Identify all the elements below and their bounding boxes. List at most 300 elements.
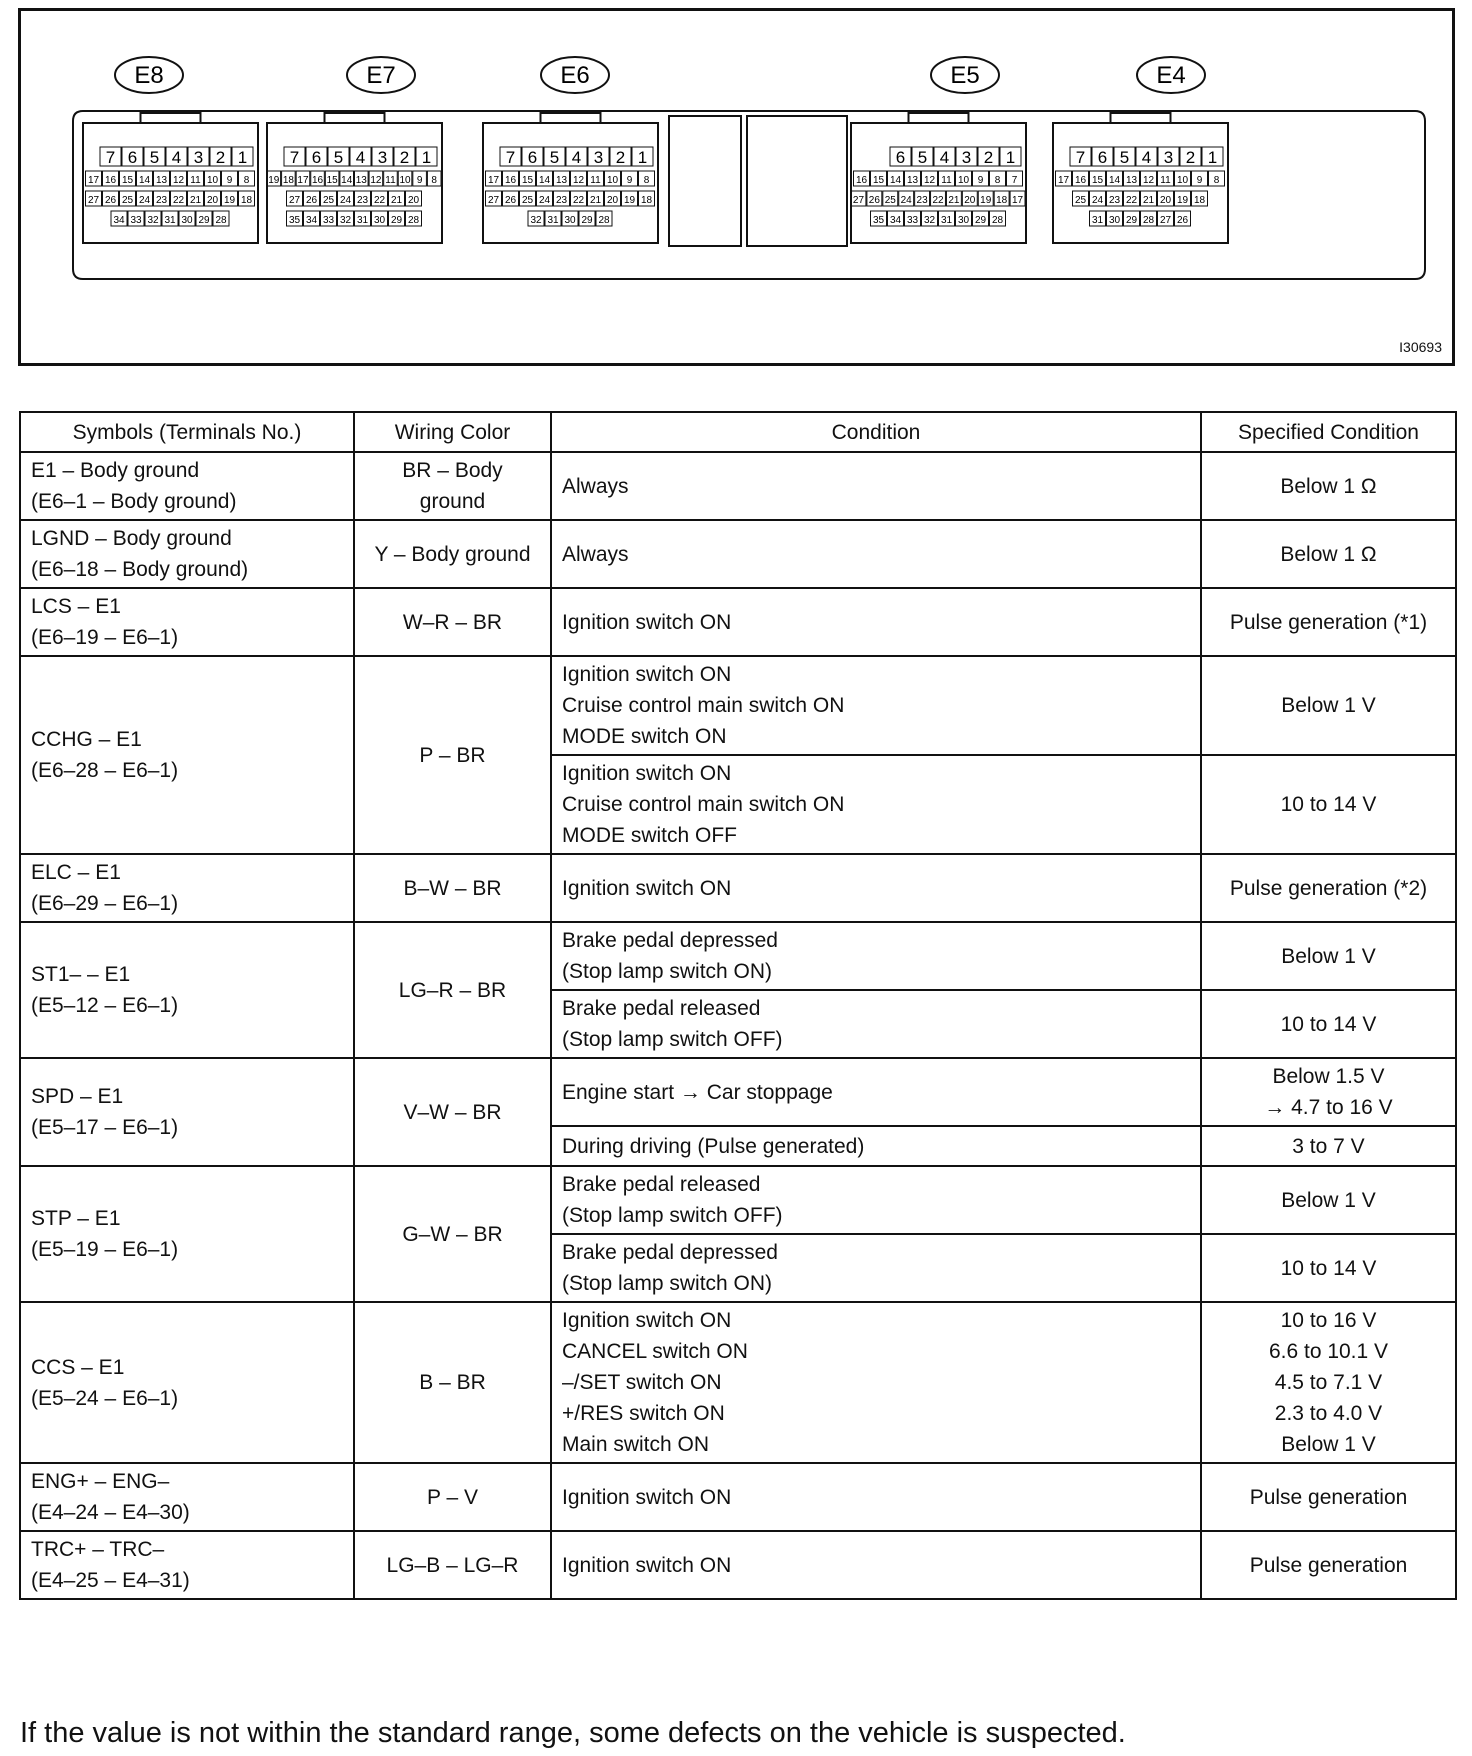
- symbol-cell: [20, 1531, 354, 1599]
- connector-pin-number: 31: [940, 215, 953, 226]
- symbol-line: (E6–1 – Body ground): [31, 490, 237, 513]
- condition-cell: [551, 452, 1201, 520]
- specified-condition-cell: [1201, 755, 1456, 854]
- connector-pin-number: 28: [991, 215, 1004, 226]
- spec-line: Below 1 Ω: [1280, 542, 1377, 566]
- connector-pin-number: 34: [305, 215, 318, 226]
- connector-pin-number: 12: [172, 175, 185, 186]
- connector-pin-number: 27: [1159, 215, 1172, 226]
- connector-pin-number: 8: [431, 175, 437, 186]
- specified-condition-cell: [1201, 1058, 1456, 1126]
- connector-pin-number: 17: [297, 175, 309, 186]
- specified-condition-cell: [1201, 452, 1456, 520]
- connector-pin-number: 27: [288, 195, 301, 206]
- wiring-line: P – V: [427, 1485, 478, 1509]
- connector-pin-number: 13: [155, 175, 168, 186]
- blank-block: [747, 116, 847, 246]
- wiring-line: P – BR: [419, 743, 486, 767]
- connector-pin-number: 31: [164, 215, 176, 226]
- connector-pin-number: 26: [868, 195, 880, 206]
- connector-pin-number: 7: [1011, 175, 1018, 186]
- connector-pin-number: 25: [121, 195, 134, 206]
- connector-pin-number: 33: [322, 215, 335, 226]
- connector-pin-number: 10: [399, 175, 411, 186]
- wiring-color-cell: [354, 1058, 551, 1166]
- table-row: [20, 1302, 1456, 1463]
- connector-pin-number: 17: [1011, 195, 1024, 206]
- spec-line: → 4.7 to 16 V: [1264, 1096, 1393, 1119]
- table-row: [20, 1166, 1456, 1234]
- specified-condition-cell: [1201, 922, 1456, 990]
- connector-pin-number: 30: [564, 215, 576, 226]
- condition-cell: [551, 990, 1201, 1058]
- connector-pin-number: 15: [121, 175, 134, 186]
- connector-pin-number: 30: [957, 215, 970, 226]
- footnote: If the value is not within the standard range, some defects on the vehicle is suspected.: [20, 1717, 1126, 1749]
- symbol-line: (E6–28 – E6–1): [31, 759, 179, 782]
- condition-line: Brake pedal released: [562, 1173, 761, 1196]
- connector-pin-number: 24: [900, 195, 912, 206]
- symbol-line: (E6–29 – E6–1): [31, 892, 179, 915]
- condition-line: Ignition switch ON: [562, 610, 732, 634]
- connector-pin-number: 16: [104, 175, 117, 186]
- wiring-line: Y – Body ground: [374, 542, 531, 566]
- header-specified-condition: Specified Condition: [1201, 412, 1456, 452]
- condition-line: Ignition switch ON: [562, 876, 732, 900]
- connector-pin-number: 24: [138, 195, 151, 206]
- connector-pin-number: 6: [1097, 148, 1108, 167]
- connector-pin-number: 2: [215, 148, 226, 167]
- connector-pin-number: 14: [889, 175, 902, 186]
- wiring-color-cell: [354, 1166, 551, 1302]
- connector-pin-number: 12: [370, 175, 382, 186]
- wiring-color-cell: [354, 854, 551, 922]
- connector-pin-number: 23: [356, 195, 369, 206]
- connector-pin-number: 29: [581, 215, 593, 226]
- blank-block: [669, 116, 741, 246]
- symbol-line: ST1– – E1: [31, 963, 131, 986]
- connector-pin-number: 23: [155, 195, 168, 206]
- wiring-line: B–W – BR: [403, 876, 502, 900]
- symbol-line: (E4–24 – E4–30): [31, 1501, 190, 1524]
- connector-pin-number: 3: [1163, 148, 1174, 167]
- terminal-spec-table: [19, 411, 1457, 1600]
- specified-condition-cell: [1201, 854, 1456, 922]
- connector-pin-number: 33: [130, 215, 142, 226]
- connector-pin-number: 21: [948, 195, 960, 206]
- connector-pin-number: 9: [626, 175, 633, 186]
- table-row: [20, 452, 1456, 520]
- connector-pin-number: 5: [333, 148, 344, 167]
- connector-pin-number: 19: [223, 195, 236, 206]
- connector-pin-number: 27: [87, 195, 100, 206]
- connector-pin-number: 14: [538, 175, 551, 186]
- symbol-line: (E5–17 – E6–1): [31, 1116, 179, 1139]
- connector-latch: [541, 113, 601, 123]
- specified-condition-cell: [1201, 1463, 1456, 1531]
- connector-label: E8: [134, 62, 164, 89]
- connector-pin-number: 17: [87, 175, 100, 186]
- connector-pin-number: 1: [421, 148, 432, 167]
- spec-line: Below 1 V: [1281, 1433, 1376, 1456]
- specified-condition-cell: [1201, 520, 1456, 588]
- wiring-color-cell: [354, 452, 551, 520]
- symbol-line: E1 – Body ground: [31, 459, 200, 482]
- connector-pin-number: 28: [215, 215, 227, 226]
- connector-pin-number: 25: [884, 195, 896, 206]
- symbol-cell: [20, 1166, 354, 1302]
- connector-pin-number: 20: [964, 195, 976, 206]
- spec-line: 10 to 16 V: [1280, 1309, 1377, 1332]
- connector-pin-number: 4: [1141, 148, 1152, 167]
- specified-condition-cell: [1201, 588, 1456, 656]
- connector-latch: [141, 113, 201, 123]
- connector-pin-number: 19: [268, 175, 280, 186]
- symbol-line: LCS – E1: [31, 595, 121, 618]
- wiring-color-cell: [354, 922, 551, 1058]
- wiring-line: BR – Body: [402, 459, 503, 482]
- condition-cell: [551, 1234, 1201, 1302]
- wiring-color-cell: [354, 656, 551, 854]
- connector-pin-number: 10: [1176, 175, 1189, 186]
- connector-pin-number: 3: [193, 148, 204, 167]
- table-row: [20, 520, 1456, 588]
- spec-line: Below 1 V: [1281, 694, 1376, 717]
- condition-cell: [551, 1058, 1201, 1126]
- connector-pin-number: 10: [606, 175, 619, 186]
- connector-pin-number: 2: [399, 148, 410, 167]
- condition-line: MODE switch OFF: [562, 824, 738, 847]
- condition-line: Brake pedal released: [562, 997, 761, 1020]
- table-row: [20, 588, 1456, 656]
- connector-diagram: [18, 8, 1455, 366]
- connector-pin-number: 17: [1057, 175, 1070, 186]
- connector-pin-number: 1: [637, 148, 648, 167]
- table-row: [20, 1531, 1456, 1599]
- connector-pin-number: 24: [339, 195, 352, 206]
- connector-pin-number: 32: [147, 215, 159, 226]
- condition-cell: [551, 755, 1201, 854]
- connector-pin-number: 3: [593, 148, 604, 167]
- condition-line: –/SET switch ON: [562, 1371, 722, 1394]
- condition-cell: [551, 922, 1201, 990]
- connector-pin-number: 28: [1142, 215, 1155, 226]
- connector-pin-number: 12: [923, 175, 936, 186]
- connector-pin-number: 19: [623, 195, 636, 206]
- condition-line: MODE switch ON: [562, 725, 727, 748]
- spec-line: 10 to 14 V: [1280, 1012, 1377, 1036]
- condition-line: +/RES switch ON: [562, 1402, 725, 1425]
- connector-pin-number: 19: [980, 195, 992, 206]
- connector-pin-number: 3: [377, 148, 388, 167]
- connector-pin-number: 5: [149, 148, 160, 167]
- connector-label: E5: [950, 62, 980, 89]
- connector-pin-number: 8: [243, 175, 250, 186]
- condition-line: Ignition switch ON: [562, 1309, 732, 1332]
- connector-pin-number: 15: [872, 175, 885, 186]
- connector-pin-number: 19: [1176, 195, 1189, 206]
- header-condition: Condition: [551, 412, 1201, 452]
- spec-line: Pulse generation (*2): [1229, 876, 1428, 900]
- condition-line: Main switch ON: [562, 1433, 710, 1456]
- connector-pin-number: 9: [226, 175, 233, 186]
- connector-pin-number: 5: [917, 148, 928, 167]
- connector-pin-number: 15: [1091, 175, 1104, 186]
- connector-pin-number: 17: [487, 175, 500, 186]
- table-body: [20, 452, 1456, 1599]
- symbol-line: (E5–24 – E6–1): [31, 1386, 179, 1410]
- connector-pin-number: 18: [996, 195, 1008, 206]
- connector-pin-number: 20: [606, 195, 619, 206]
- connector-pin-number: 9: [977, 175, 984, 186]
- spec-line: 6.6 to 10.1 V: [1268, 1340, 1389, 1363]
- condition-line: Cruise control main switch ON: [562, 694, 845, 717]
- connector-pin-number: 25: [1074, 195, 1087, 206]
- connector-pin-number: 28: [598, 215, 610, 226]
- connector-pin-number: 31: [547, 215, 559, 226]
- connector-pin-number: 1: [1207, 148, 1218, 167]
- connector-pin-number: 11: [385, 175, 396, 186]
- symbol-line: CCHG – E1: [31, 728, 142, 751]
- connector-latch: [1111, 113, 1171, 123]
- connector-pin-number: 9: [416, 175, 423, 186]
- connector-pin-number: 24: [538, 195, 551, 206]
- connector-pin-number: 22: [572, 195, 585, 206]
- wiring-line: LG–R – BR: [398, 978, 507, 1002]
- wiring-line: G–W – BR: [402, 1222, 503, 1246]
- condition-line: Brake pedal depressed: [562, 1241, 778, 1264]
- specified-condition-cell: [1201, 1126, 1456, 1166]
- connector-label: E4: [1156, 62, 1186, 89]
- connector-pin-number: 23: [916, 195, 928, 206]
- connector-pin-number: 7: [105, 148, 116, 167]
- connector-pin-number: 7: [1075, 148, 1086, 167]
- symbol-cell: [20, 854, 354, 922]
- connector-pin-number: 8: [994, 175, 1001, 186]
- connector-pin-number: 18: [282, 175, 294, 186]
- connector-pin-number: 32: [530, 215, 542, 226]
- connector-pin-number: 7: [289, 148, 300, 167]
- spec-line: 4.5 to 7.1 V: [1274, 1371, 1383, 1394]
- table-row: [20, 656, 1456, 755]
- symbol-line: TRC+ – TRC–: [31, 1538, 165, 1561]
- connector-pin-number: 35: [872, 215, 885, 226]
- wiring-color-cell: [354, 1302, 551, 1463]
- condition-line: (Stop lamp switch ON): [562, 960, 773, 983]
- condition-line: CANCEL switch ON: [562, 1340, 748, 1363]
- condition-line: (Stop lamp switch OFF): [562, 1028, 783, 1051]
- symbol-line: (E5–19 – E6–1): [31, 1238, 179, 1261]
- connector-pin-number: 22: [172, 195, 185, 206]
- connector-pin-number: 18: [240, 195, 253, 206]
- connector-pin-number: 21: [390, 195, 403, 206]
- wiring-line: V–W – BR: [403, 1100, 502, 1124]
- connector-pin-number: 6: [127, 148, 138, 167]
- connector-pin-number: 25: [521, 195, 534, 206]
- connector-pin-number: 32: [923, 215, 936, 226]
- spec-line: 3 to 7 V: [1292, 1134, 1365, 1158]
- connector-housing: [73, 111, 1425, 279]
- connector-pin-number: 8: [643, 175, 650, 186]
- connector-pin-number: 11: [190, 175, 201, 186]
- connector-pin-number: 32: [339, 215, 352, 226]
- spec-line: Below 1.5 V: [1272, 1065, 1385, 1088]
- condition-line: Ignition switch ON: [562, 1553, 732, 1577]
- connector-pin-number: 18: [640, 195, 653, 206]
- connector-pin-number: 21: [1142, 195, 1155, 206]
- connector-pin-number: 16: [504, 175, 517, 186]
- connector-pin-number: 22: [932, 195, 944, 206]
- condition-cell: [551, 854, 1201, 922]
- connector-pin-number: 16: [1074, 175, 1087, 186]
- specified-condition-cell: [1201, 656, 1456, 755]
- spec-line: Below 1 Ω: [1280, 474, 1377, 498]
- connector-pin-number: 1: [1005, 148, 1016, 167]
- symbol-line: (E6–18 – Body ground): [31, 558, 249, 581]
- connector-pin-number: 14: [138, 175, 151, 186]
- specified-condition-cell: [1201, 1166, 1456, 1234]
- connector-pin-number: 6: [311, 148, 322, 167]
- connector-pin-number: 31: [356, 215, 369, 226]
- table-row: [20, 854, 1456, 922]
- connector-pin-number: 34: [889, 215, 902, 226]
- symbol-line: ELC – E1: [31, 861, 121, 884]
- connector-pin-number: 30: [373, 215, 386, 226]
- symbol-cell: [20, 588, 354, 656]
- condition-cell: [551, 1166, 1201, 1234]
- connector-label: E6: [560, 62, 590, 89]
- condition-cell: [551, 1302, 1201, 1463]
- wiring-line: W–R – BR: [402, 610, 503, 634]
- connector-pin-number: 14: [341, 175, 353, 186]
- connector-pin-number: 2: [615, 148, 626, 167]
- spec-line: Pulse generation (*1): [1229, 610, 1428, 634]
- spec-line: Below 1 V: [1281, 1188, 1376, 1212]
- connector-pin-number: 12: [572, 175, 585, 186]
- wiring-color-cell: [354, 588, 551, 656]
- spec-line: Pulse generation: [1249, 1485, 1408, 1509]
- connector-pin-number: 16: [311, 175, 324, 186]
- spec-line: Below 1 V: [1281, 944, 1376, 968]
- connector-pin-number: 20: [1159, 195, 1172, 206]
- connector-pin-number: 26: [504, 195, 517, 206]
- connector-pin-number: 7: [505, 148, 516, 167]
- spec-line: 10 to 14 V: [1280, 793, 1377, 816]
- connector-pin-number: 20: [407, 195, 420, 206]
- spec-line: 2.3 to 4.0 V: [1274, 1402, 1383, 1425]
- connector-pin-number: 22: [373, 195, 386, 206]
- connector-pin-number: 26: [104, 195, 117, 206]
- connector-pin-number: 22: [1125, 195, 1138, 206]
- connector-pin-number: 6: [527, 148, 538, 167]
- symbol-cell: [20, 656, 354, 854]
- connector-pin-number: 1: [237, 148, 248, 167]
- condition-cell: [551, 1463, 1201, 1531]
- connector-pin-number: 14: [1108, 175, 1121, 186]
- connector-pin-number: 30: [181, 215, 193, 226]
- spec-line: 10 to 14 V: [1280, 1256, 1377, 1280]
- specified-condition-cell: [1201, 1531, 1456, 1599]
- condition-cell: [551, 588, 1201, 656]
- symbol-line: (E4–25 – E4–31): [31, 1569, 190, 1592]
- wiring-color-cell: [354, 1531, 551, 1599]
- connector-pin-number: 4: [355, 148, 366, 167]
- wiring-color-cell: [354, 1463, 551, 1531]
- connector-pin-number: 18: [1193, 195, 1206, 206]
- connector-pin-number: 5: [1119, 148, 1130, 167]
- connector-pin-number: 29: [198, 215, 210, 226]
- connector-pin-number: 9: [1196, 175, 1203, 186]
- connector-pin-number: 2: [1185, 148, 1196, 167]
- connector-pin-number: 16: [855, 175, 868, 186]
- connector-pin-number: 13: [906, 175, 919, 186]
- condition-cell: [551, 520, 1201, 588]
- connector-label: E7: [366, 62, 396, 89]
- connector-pin-number: 13: [555, 175, 568, 186]
- connector-pin-number: 31: [1091, 215, 1104, 226]
- symbol-line: ENG+ – ENG–: [31, 1470, 170, 1493]
- connector-pin-number: 10: [206, 175, 219, 186]
- symbol-cell: [20, 520, 354, 588]
- condition-line: Engine start → Car stoppage: [562, 1080, 833, 1104]
- connector-pin-number: 34: [113, 215, 125, 226]
- condition-line: Always: [562, 474, 629, 498]
- connector-pin-number: 8: [1213, 175, 1220, 186]
- condition-line: (Stop lamp switch OFF): [562, 1204, 783, 1227]
- connector-pin-number: 21: [589, 195, 602, 206]
- connector-pin-number: 25: [322, 195, 335, 206]
- connector-pin-number: 29: [1125, 215, 1138, 226]
- connector-pin-number: 15: [326, 175, 338, 186]
- symbol-cell: [20, 922, 354, 1058]
- condition-line: Cruise control main switch ON: [562, 793, 845, 816]
- wiring-line: LG–B – LG–R: [386, 1553, 519, 1577]
- connector-pin-number: 20: [206, 195, 219, 206]
- figure-id: I30693: [1399, 339, 1442, 355]
- condition-line: (Stop lamp switch ON): [562, 1272, 773, 1295]
- table-row: [20, 1058, 1456, 1126]
- condition-line: During driving (Pulse generated): [562, 1134, 865, 1158]
- connector-pin-number: 13: [1125, 175, 1138, 186]
- connector-pin-number: 4: [171, 148, 182, 167]
- symbol-cell: [20, 1058, 354, 1166]
- wiring-line: ground: [419, 490, 486, 513]
- connector-pin-number: 35: [288, 215, 301, 226]
- condition-line: Always: [562, 542, 629, 566]
- connector-pin-number: 11: [941, 175, 952, 186]
- connector-pin-number: 4: [939, 148, 950, 167]
- condition-line: Brake pedal depressed: [562, 929, 778, 952]
- symbol-line: CCS – E1: [31, 1355, 125, 1379]
- table-row: [20, 1463, 1456, 1531]
- connector-pin-number: 3: [961, 148, 972, 167]
- table-header-row: [20, 412, 1456, 452]
- connector-pin-number: 5: [549, 148, 560, 167]
- specified-condition-cell: [1201, 1302, 1456, 1463]
- symbol-line: (E6–19 – E6–1): [31, 626, 179, 649]
- condition-line: Ignition switch ON: [562, 762, 732, 785]
- connector-pin-number: 4: [571, 148, 582, 167]
- connector-latch: [325, 113, 385, 123]
- symbol-line: STP – E1: [31, 1207, 121, 1230]
- connector-pin-number: 27: [852, 195, 865, 206]
- connector-pin-number: 21: [189, 195, 202, 206]
- connector-latch: [909, 113, 969, 123]
- connector-pin-number: 30: [1108, 215, 1121, 226]
- header-wiring-color: Wiring Color: [354, 412, 551, 452]
- symbol-cell: [20, 452, 354, 520]
- specified-condition-cell: [1201, 990, 1456, 1058]
